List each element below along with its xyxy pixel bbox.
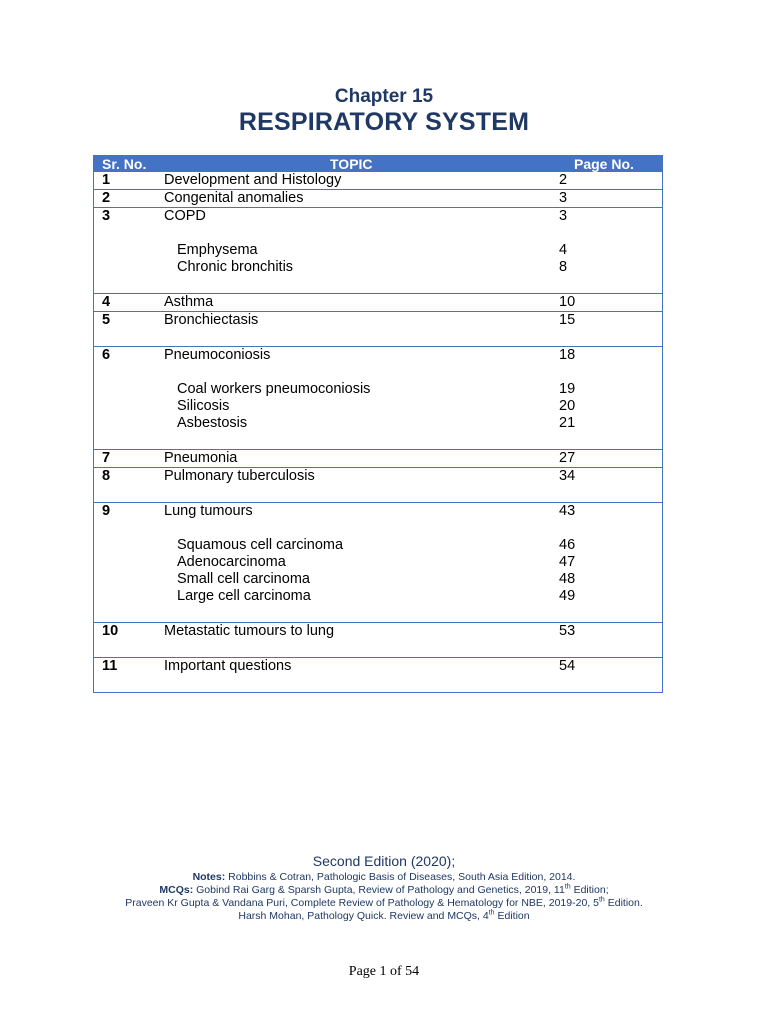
row-topic: Lung tumours <box>164 503 253 519</box>
ref3-end: Edition. <box>604 897 643 909</box>
notes-text: Robbins & Cotran, Pathologic Basis of Diseases, South Asia Edition, 2014. <box>225 871 576 883</box>
chapter-label: Chapter 15 <box>334 86 434 107</box>
toc-row <box>93 658 663 693</box>
row-page: 18 <box>559 347 576 363</box>
mcqs-text: Gobind Rai Garg & Sparsh Gupta, Review of Pathology and Genetics, 2019, 11 <box>193 884 565 896</box>
toc-row <box>93 468 663 503</box>
toc-row <box>93 208 663 294</box>
row-page: 10 <box>559 294 576 310</box>
row-number: 5 <box>102 312 111 328</box>
toc-table <box>93 155 663 693</box>
row-page: 2 <box>559 172 568 188</box>
toc-body <box>93 172 663 693</box>
row-number: 10 <box>102 623 119 639</box>
notes-line <box>0 871 768 883</box>
subtopic-page: 48 <box>559 571 576 587</box>
row-topic: Pulmonary tuberculosis <box>164 468 315 484</box>
ref4-text: Harsh Mohan, Pathology Quick. Review and MCQs, 4 <box>238 910 489 922</box>
subtopic: Small cell carcinoma <box>177 571 310 587</box>
row-topic: Congenital anomalies <box>164 190 304 206</box>
ref4-sup: th <box>488 909 495 917</box>
mcqs-line <box>0 884 768 896</box>
row-page: 54 <box>559 658 576 674</box>
row-number: 4 <box>102 294 111 310</box>
subtopic: Large cell carcinoma <box>177 588 311 604</box>
mcqs-label: MCQs: <box>159 884 194 896</box>
toc-row <box>93 347 663 450</box>
toc-row <box>93 294 663 312</box>
subtopic: Emphysema <box>177 242 258 258</box>
row-number: 8 <box>102 468 111 484</box>
row-topic: Important questions <box>164 658 292 674</box>
row-number: 6 <box>102 347 111 363</box>
subtopic-page: 19 <box>559 381 576 397</box>
toc-row <box>93 172 663 190</box>
header-page-no: Page No. <box>574 156 634 172</box>
toc-row <box>93 450 663 468</box>
header-sr-no: Sr. No. <box>102 156 147 172</box>
toc-row <box>93 190 663 208</box>
subtopic: Chronic bronchitis <box>177 259 294 275</box>
row-page: 34 <box>559 468 576 484</box>
subtopic: Asbestosis <box>177 415 248 431</box>
mcqs-sup: th <box>564 883 571 891</box>
reference-line-4 <box>0 910 768 922</box>
header-topic: TOPIC <box>330 156 373 172</box>
subtopic-page: 4 <box>559 242 568 258</box>
mcqs-end: Edition; <box>570 884 609 896</box>
subtopic-page: 21 <box>559 415 576 431</box>
notes-label: Notes: <box>192 871 226 883</box>
subtopic-page: 20 <box>559 398 576 414</box>
subtopic: Squamous cell carcinoma <box>177 537 344 553</box>
row-number: 3 <box>102 208 111 224</box>
row-number: 9 <box>102 503 111 519</box>
row-topic: Pneumoconiosis <box>164 347 271 363</box>
reference-line-3 <box>0 897 768 909</box>
page-title: RESPIRATORY SYSTEM <box>238 108 530 136</box>
row-topic: Metastatic tumours to lung <box>164 623 335 639</box>
row-topic: COPD <box>164 208 206 224</box>
row-page: 3 <box>559 190 568 206</box>
row-topic: Bronchiectasis <box>164 312 259 328</box>
row-number: 11 <box>102 658 118 674</box>
subtopic-page: 46 <box>559 537 576 553</box>
ref3-text: Praveen Kr Gupta & Vandana Puri, Complete Review of Pathology & Hematology for NBE, 2019-20, 5 <box>125 897 599 909</box>
subtopic: Silicosis <box>177 398 230 414</box>
ref3-sup: th <box>598 896 605 904</box>
subtopic-page: 47 <box>559 554 576 570</box>
row-page: 43 <box>559 503 576 519</box>
subtopic-page: 49 <box>559 588 576 604</box>
row-topic: Pneumonia <box>164 450 238 466</box>
edition-line: Second Edition (2020); <box>312 853 456 869</box>
toc-row <box>93 503 663 623</box>
toc-row <box>93 312 663 347</box>
row-page: 53 <box>559 623 576 639</box>
row-page: 3 <box>559 208 568 224</box>
row-topic: Development and Histology <box>164 172 342 188</box>
subtopic: Coal workers pneumoconiosis <box>177 381 371 397</box>
page-number: Page 1 of 54 <box>348 964 420 979</box>
row-page: 15 <box>559 312 576 328</box>
row-page: 27 <box>559 450 576 466</box>
row-number: 2 <box>102 190 111 206</box>
toc-header-row <box>93 155 663 172</box>
row-number: 1 <box>102 172 111 188</box>
row-number: 7 <box>102 450 111 466</box>
ref4-end: Edition <box>494 910 530 922</box>
subtopic-page: 8 <box>559 259 568 275</box>
subtopic: Adenocarcinoma <box>177 554 286 570</box>
row-topic: Asthma <box>164 294 214 310</box>
toc-row <box>93 623 663 658</box>
